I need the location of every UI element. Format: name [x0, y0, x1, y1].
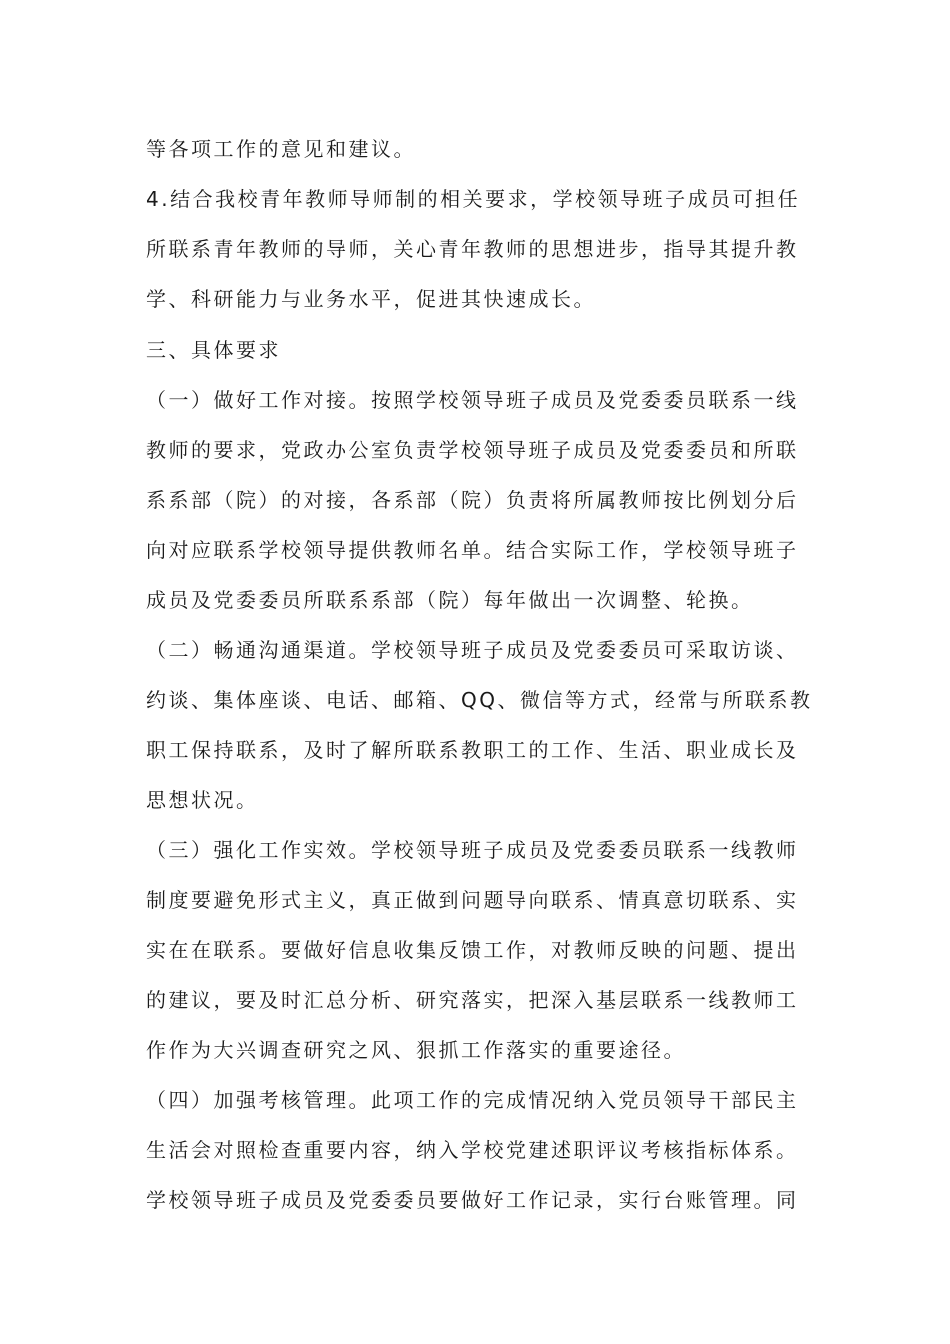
text-line: 的建议，要及时汇总分析、研究落实，把深入基层联系一线教师工: [146, 988, 799, 1012]
text-line: 作作为大兴调查研究之风、狠抓工作落实的重要途径。: [146, 1038, 686, 1062]
text-line: 约谈、集体座谈、电话、邮箱、QQ、微信等方式，经常与所联系教: [146, 688, 813, 712]
text-line: （三）强化工作实效。学校领导班子成员及党委委员联系一线教师: [146, 838, 799, 862]
text-line: 职工保持联系，及时了解所联系教职工的工作、生活、职业成长及: [146, 738, 799, 762]
section-heading: 三、具体要求: [146, 338, 281, 362]
text-line: 系系部（院）的对接，各系部（院）负责将所属教师按比例划分后: [146, 488, 799, 512]
text-line: （二）畅通沟通渠道。学校领导班子成员及党委委员可采取访谈、: [146, 638, 799, 662]
text-line: （四）加强考核管理。此项工作的完成情况纳入党员领导干部民主: [146, 1088, 799, 1112]
text-line: 学校领导班子成员及党委委员要做好工作记录，实行台账管理。同: [146, 1188, 799, 1212]
text-line: 生活会对照检查重要内容，纳入学校党建述职评议考核指标体系。: [146, 1138, 799, 1162]
text-line: 思想状况。: [146, 788, 259, 812]
text-line: 成员及党委委员所联系系部（院）每年做出一次调整、轮换。: [146, 588, 754, 612]
text-line: （一）做好工作对接。按照学校领导班子成员及党委委员联系一线: [146, 388, 799, 412]
text-line: 制度要避免形式主义，真正做到问题导向联系、情真意切联系、实: [146, 888, 799, 912]
text-line: 等各项工作的意见和建议。: [146, 137, 416, 161]
text-line: 所联系青年教师的导师，关心青年教师的思想进步，指导其提升教: [146, 237, 799, 261]
text-line: 4.结合我校青年教师导师制的相关要求，学校领导班子成员可担任: [146, 187, 801, 211]
text-line: 教师的要求，党政办公室负责学校领导班子成员及党委委员和所联: [146, 438, 799, 462]
text-line: 实在在联系。要做好信息收集反馈工作，对教师反映的问题、提出: [146, 938, 799, 962]
text-line: 向对应联系学校领导提供教师名单。结合实际工作，学校领导班子: [146, 538, 799, 562]
text-line: 学、科研能力与业务水平，促进其快速成长。: [146, 287, 596, 311]
